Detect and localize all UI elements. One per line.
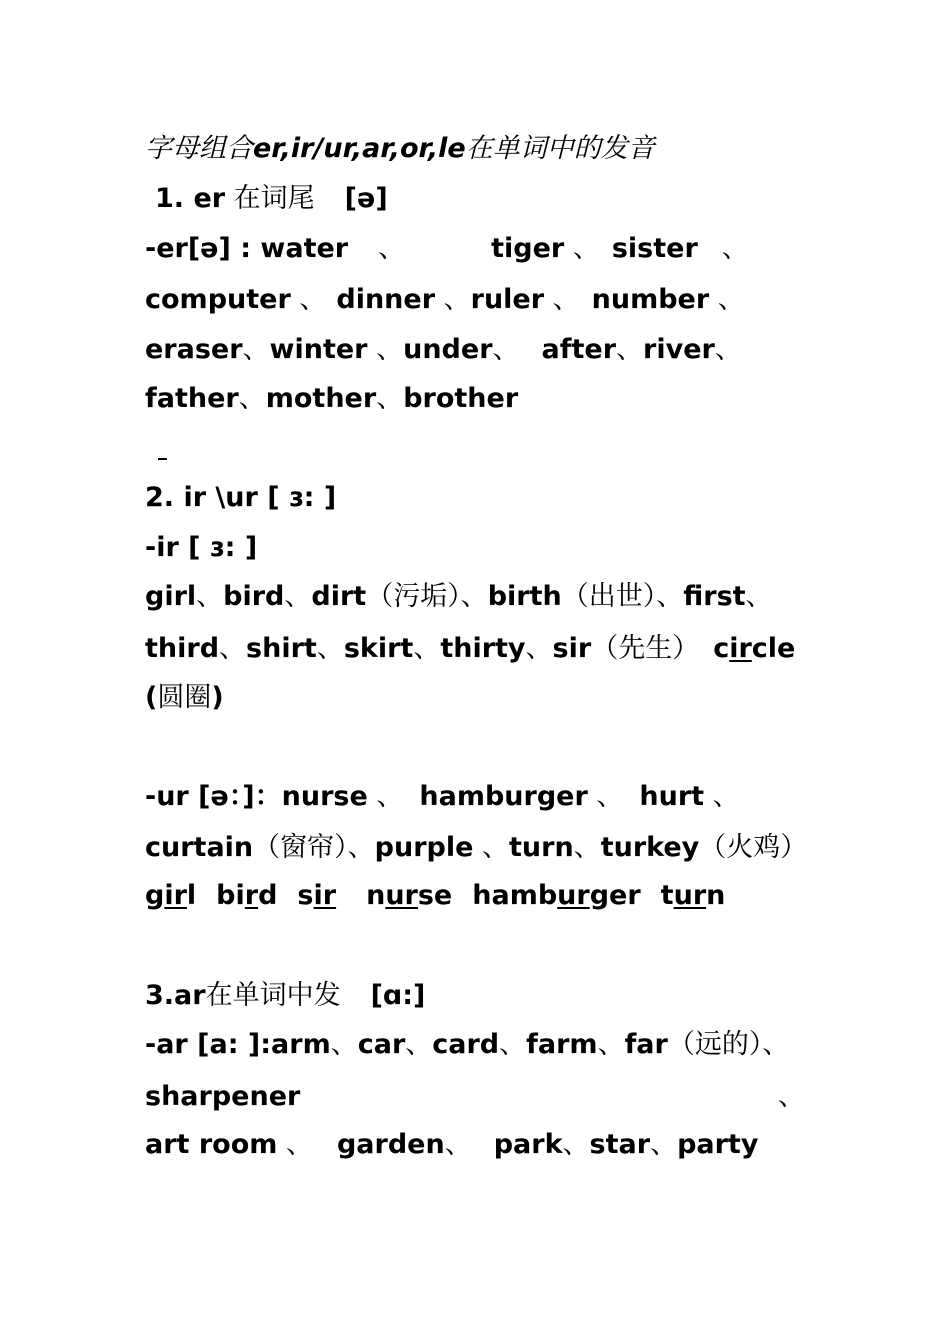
underlined-examples-line: girl bird sir nurse hamburger turn [145,880,726,911]
er-words-line-1: -er[ə] : water 、 tiger 、 sister 、 [145,233,749,264]
er-words-line-2: computer 、 dinner 、ruler 、 number 、 [145,284,745,315]
section-1-heading: 1. er 在词尾 [ə] [155,183,388,214]
ir-words-line-3: (圆圈) [145,682,224,713]
short-dash-mark [158,458,167,460]
ar-words-line-2: sharpener 、 [145,1081,805,1112]
section-3-heading: 3.ar在单词中发 [ɑ:] [145,980,426,1011]
ur-words-line-1: -ur [ə：]：nurse 、 hamburger 、 hurt 、 [145,781,740,812]
ar-words-line-1: -ar [a: ]:arm、car、card、farm、far（远的）、 [145,1029,790,1060]
er-words-line-3: eraser、winter 、under、 after、river、 [145,334,742,365]
ur-words-line-2: curtain（窗帘）、purple 、turn、turkey（火鸡） [145,832,808,863]
ar-words-line-3: art room 、 garden、 park、star、party [145,1129,759,1160]
section-2-heading: 2. ir \ur [ ɜ: ] [145,482,337,513]
ir-words-line-2: third、shirt、skirt、thirty、sir（先生） circle [145,633,796,664]
document-title: 字母组合er,ir/ur,ar,or,le在单词中的发音 [145,133,655,164]
ir-subheading: -ir [ ɜ: ] [145,532,258,563]
ir-words-line-1: girl、bird、dirt（污垢）、birth（出世）、first、 [145,581,773,612]
er-words-line-4: father、mother、brother [145,383,519,414]
